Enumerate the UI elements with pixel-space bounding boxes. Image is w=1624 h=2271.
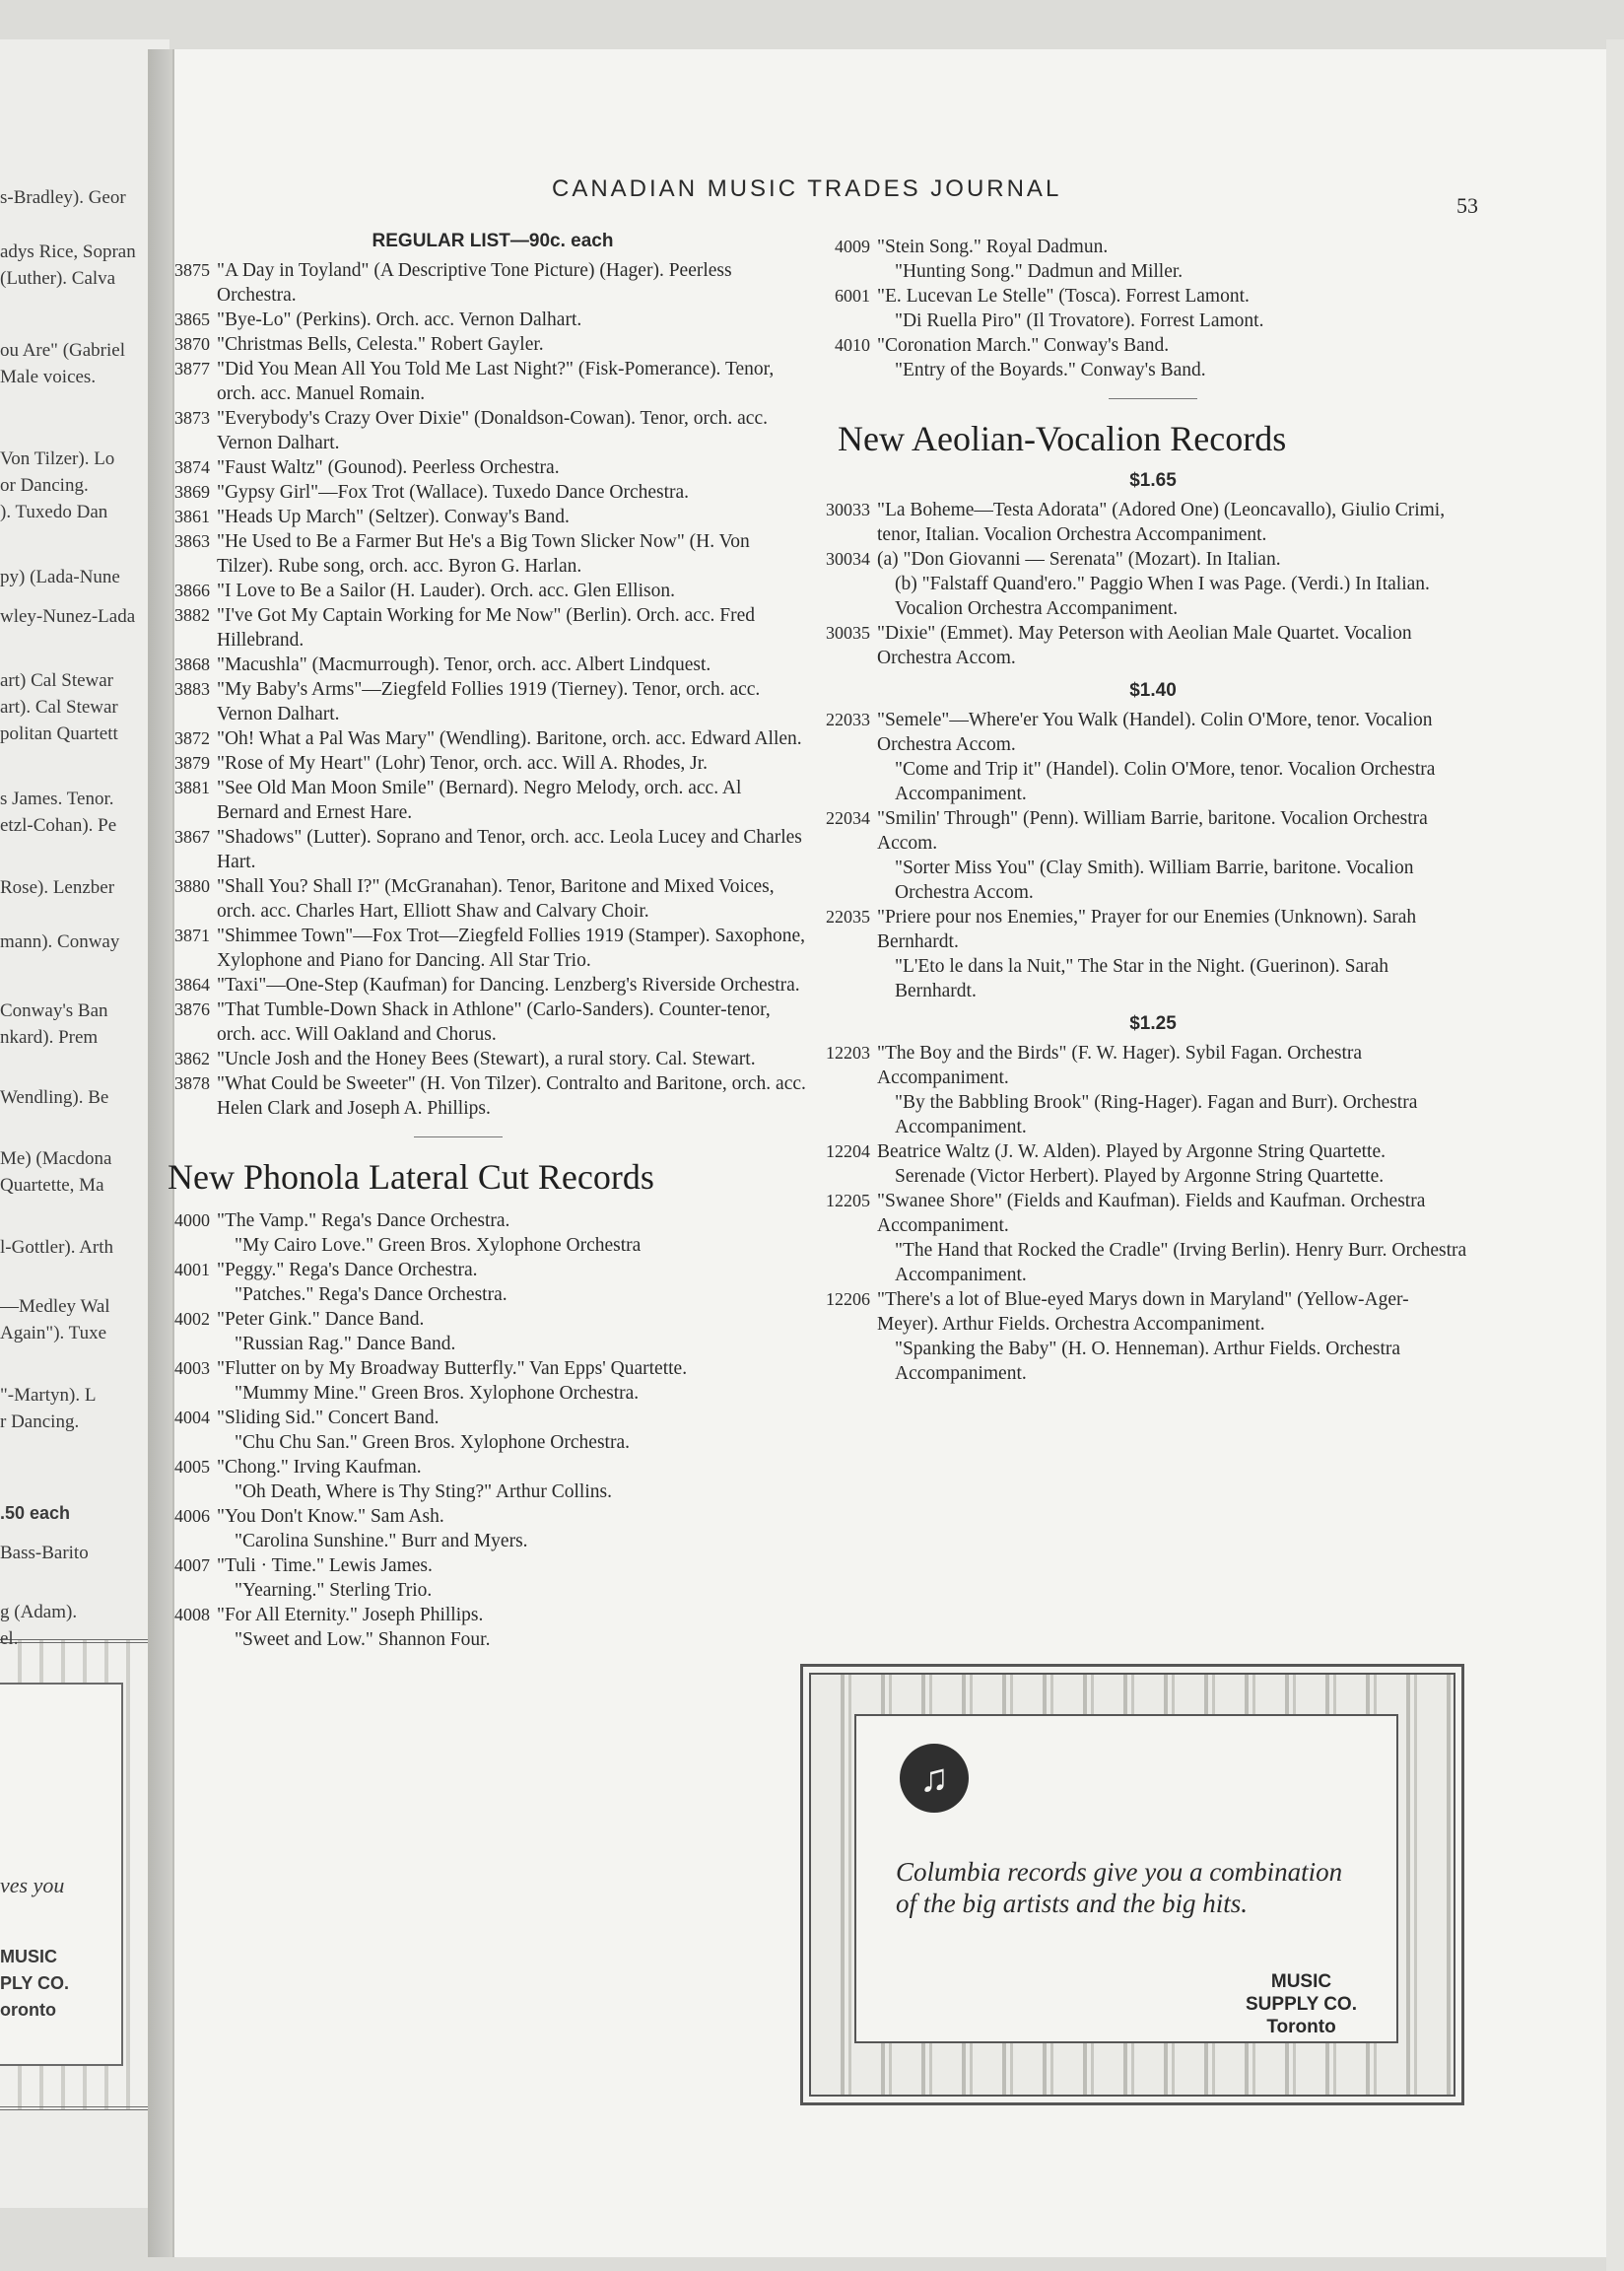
fragment-line: s-Bradley). Geor [0,187,126,208]
record-entry [826,1139,1468,1189]
catalog-number: 3879 [174,753,210,773]
price-group [826,498,1468,670]
record-side-a: "Peter Gink." Dance Band. [217,1309,425,1330]
record-description: "Uncle Josh and the Honey Bees (Stewart), a rural story. Cal. Stewart. [217,1049,756,1069]
record-side-b: "Yearning." Sterling Trio. [235,1580,433,1601]
record-entry [174,677,808,726]
record-side-a: "Dixie" (Emmet). May Peterson with Aeolian Male Quartet. Vocalion Orchestra Accom. [877,623,1412,668]
record-entry [826,1041,1468,1139]
columbia-logo-icon: ♫ [900,1744,969,1813]
record-description: "Shadows" (Lutter). Soprano and Tenor, orch. acc. Leola Lucey and Charles Hart. [217,827,802,872]
record-description: "Taxi"—One-Step (Kaufman) for Dancing. Lenzberg's Riverside Orchestra. [217,975,800,996]
catalog-number: 3868 [174,654,210,674]
record-description: "Oh! What a Pal Was Mary" (Wendling). Baritone, orch. acc. Edward Allen. [217,728,802,749]
record-entry [174,357,808,406]
fragment-line: art). Cal Stewar [0,697,118,718]
divider [414,1136,503,1137]
record-description: "Everybody's Crazy Over Dixie" (Donaldson-Cowan). Tenor, orch. acc. Vernon Dalhart. [217,408,768,453]
catalog-number: 4002 [174,1309,210,1329]
record-side-b: "Sorter Miss You" (Clay Smith). William Barrie, baritone. Vocalion Orchestra Accom. [895,858,1414,903]
catalog-number: 4001 [174,1260,210,1279]
record-side-b: "Russian Rag." Dance Band. [235,1334,456,1354]
fragment-line: nkard). Prem [0,1027,99,1048]
fragment-line: or Dancing. [0,475,89,496]
fragment-line: ou Are" (Gabriel [0,340,125,361]
record-side-a: "La Boheme—Testa Adorata" (Adored One) (Leoncavallo), Giulio Crimi, tenor, Italian. Vocalion Orchestra Accompaniment. [877,500,1446,545]
record-entry [174,529,808,579]
left-column [168,225,808,1652]
record-entry [174,1258,808,1307]
record-side-a: (a) "Don Giovanni — Serenata" (Mozart). In Italian. [877,549,1281,570]
catalog-number: 3883 [174,679,210,699]
catalog-number: 4005 [174,1457,210,1477]
fragment-line: .50 each [0,1503,71,1523]
catalog-number: 22034 [826,808,870,828]
fragment-line: PLY CO. [0,1973,70,1993]
fragment-line: mann). Conway [0,931,120,952]
catalog-number: 3866 [174,581,210,600]
record-side-b: "Entry of the Boyards." Conway's Band. [895,360,1206,380]
record-entry [835,333,1468,382]
catalog-number: 4009 [835,237,870,256]
advert-slogan: Columbia records give you a combination of the big artists and the big hits. [896,1857,1343,1918]
price-heading: $1.25 [1129,1013,1177,1034]
record-side-a: "Flutter on by My Broadway Butterfly." Van Epps' Quartette. [217,1358,688,1379]
record-side-b: "Chu Chu San." Green Bros. Xylophone Orchestra. [235,1432,630,1453]
record-side-b: "Patches." Rega's Dance Orchestra. [235,1284,508,1305]
catalog-number: 12205 [826,1191,870,1210]
record-description: "What Could be Sweeter" (H. Von Tilzer). Contralto and Baritone, orch. acc. Helen Clark and Joseph A. Phillips. [217,1073,806,1119]
catalog-number: 4007 [174,1555,210,1575]
record-description: "I Love to Be a Sailor (H. Lauder). Orch. acc. Glen Ellison. [217,581,675,601]
price-group [826,708,1468,1003]
record-side-b: "Hunting Song." Dadmun and Miller. [895,261,1184,282]
company-line1: MUSIC [1270,1971,1332,1992]
catalog-number: 3877 [174,359,210,378]
record-side-a: Beatrice Waltz (J. W. Alden). Played by Argonne String Quartette. [877,1141,1386,1162]
record-entry [174,825,808,874]
catalog-number: 3880 [174,876,210,896]
fragment-line: Again"). Tuxe [0,1323,107,1343]
fragment-line: ves you [0,1873,65,1897]
regular-list [174,258,808,1121]
journal-title: CANADIAN MUSIC TRADES JOURNAL [552,175,1062,202]
fragment-line: Wendling). Be [0,1087,109,1108]
previous-page-fragment [0,39,169,2208]
company-city: Toronto [1266,2017,1336,2037]
price-heading: $1.40 [1129,680,1177,701]
record-side-a: "Coronation March." Conway's Band. [877,335,1170,356]
catalog-number: 12206 [826,1289,870,1309]
record-entry [174,1455,808,1504]
catalog-number: 22033 [826,710,870,729]
fragment-line: Bass-Barito [0,1543,89,1563]
record-entry [174,1208,808,1258]
catalog-number: 4006 [174,1506,210,1526]
record-description: "See Old Man Moon Smile" (Bernard). Negro Melody, orch. acc. Al Bernard and Ernest Hare. [217,778,742,823]
record-side-b: "L'Eto le dans la Nuit," The Star in the Night. (Guerinon). Sarah Bernhardt. [895,956,1389,1001]
page-edge [1606,39,1624,2271]
fragment-line: Me) (Macdona [0,1148,112,1169]
catalog-number: 3872 [174,728,210,748]
catalog-number: 12204 [826,1141,870,1161]
record-side-a: "Priere pour nos Enemies," Prayer for our Enemies (Unknown). Sarah Bernhardt. [877,907,1417,952]
catalog-number: 3870 [174,334,210,354]
record-entry [174,1071,808,1121]
catalog-number: 3862 [174,1049,210,1068]
record-side-b: Serenade (Victor Herbert). Played by Argonne String Quartette. [895,1166,1385,1187]
catalog-number: 3878 [174,1073,210,1093]
record-description: "Macushla" (Macmurrough). Tenor, orch. acc. Albert Lindquest. [217,654,711,675]
record-entry [174,998,808,1047]
catalog-number: 3882 [174,605,210,625]
record-entry [174,653,808,677]
fragment-line: Von Tilzer). Lo [0,448,115,469]
record-side-b: "Oh Death, Where is Thy Sting?" Arthur Collins. [235,1481,612,1502]
catalog-number: 3867 [174,827,210,847]
record-entry [174,1307,808,1356]
record-entry [174,924,808,973]
catalog-number: 3865 [174,310,210,329]
fragment-line: g (Adam). [0,1602,78,1622]
record-entry [174,406,808,455]
record-side-a: "Swanee Shore" (Fields and Kaufman). Fields and Kaufman. Orchestra Accompaniment. [877,1191,1426,1236]
catalog-number: 3881 [174,778,210,797]
record-side-a: "There's a lot of Blue-eyed Marys down in Maryland" (Yellow-Ager-Meyer). Arthur Fields. Orchestra Accompaniment. [877,1289,1409,1335]
record-description: "Christmas Bells, Celesta." Robert Gayler. [217,334,544,355]
fragment-line: art) Cal Stewar [0,670,114,691]
record-description: "Gypsy Girl"—Fox Trot (Wallace). Tuxedo Dance Orchestra. [217,482,690,503]
fragment-line: r Dancing. [0,1411,80,1432]
aeolian-list [826,470,1468,1386]
fragment-line: "-Martyn). L [0,1385,97,1406]
record-entry [826,905,1468,1003]
catalog-number: 3871 [174,926,210,945]
record-description: "I've Got My Captain Working for Me Now" (Berlin). Orch. acc. Fred Hillebrand. [217,605,756,651]
record-side-a: "Semele"—Where'er You Walk (Handel). Colin O'More, tenor. Vocalion Orchestra Accom. [877,710,1433,755]
fragment-line: MUSIC [0,1947,57,1966]
fragment-line: Quartette, Ma [0,1175,104,1196]
record-entry [174,1504,808,1553]
record-entry [174,603,808,653]
record-side-a: "Stein Song." Royal Dadmun. [877,237,1109,257]
fragment-line: —Medley Wal [0,1296,110,1317]
record-entry [826,1287,1468,1386]
record-description: "Did You Mean All You Told Me Last Night?" (Fisk-Pomerance). Tenor, orch. acc. Manuel Romain. [217,359,775,404]
catalog-number: 6001 [835,286,870,306]
right-column [826,235,1468,1396]
record-description: "Heads Up March" (Seltzer). Conway's Band. [217,507,570,527]
record-description: "Rose of My Heart" (Lohr) Tenor, orch. acc. Will A. Rhodes, Jr. [217,753,709,774]
record-side-a: "For All Eternity." Joseph Phillips. [217,1605,484,1625]
record-side-a: "The Vamp." Rega's Dance Orchestra. [217,1210,510,1231]
record-side-a: "You Don't Know." Sam Ash. [217,1506,444,1527]
record-description: "A Day in Toyland" (A Descriptive Tone Picture) (Hager). Peerless Orchestra. [217,260,732,306]
record-entry [174,726,808,751]
catalog-number: 4003 [174,1358,210,1378]
fragment-line: adys Rice, Sopran [0,241,136,262]
catalog-number: 4008 [174,1605,210,1624]
catalog-number: 30034 [826,549,870,569]
record-entry [174,258,808,308]
record-side-a: "Peggy." Rega's Dance Orchestra. [217,1260,478,1280]
record-side-b: "Carolina Sunshine." Burr and Myers. [235,1531,528,1551]
record-entry [174,1553,808,1603]
fragment-line: Conway's Ban [0,1000,108,1021]
record-entry [835,284,1468,333]
fragment-line: politan Quartett [0,723,118,744]
catalog-number: 3864 [174,975,210,995]
record-entry [174,579,808,603]
record-entry [174,1356,808,1406]
record-description: "Shimmee Town"—Fox Trot—Ziegfeld Follies 1919 (Stamper). Saxophone, Xylophone and Piano for Dancing. All Star Trio. [217,926,806,971]
record-side-a: "Sliding Sid." Concert Band. [217,1408,440,1428]
fragment-line: ). Tuxedo Dan [0,502,108,522]
company-line2: SUPPLY CO. [1246,1994,1357,2015]
columbia-advert [800,1664,1464,2105]
fragment-line: l-Gottler). Arth [0,1237,114,1258]
record-entry [826,547,1468,621]
record-side-b: "Come and Trip it" (Handel). Colin O'More, tenor. Vocalion Orchestra Accompaniment. [895,759,1436,804]
catalog-number: 4004 [174,1408,210,1427]
catalog-number: 3873 [174,408,210,428]
record-entry [174,1047,808,1071]
fragment-line: (Luther). Calva [0,268,116,289]
record-description: "He Used to Be a Farmer But He's a Big Town Slicker Now" (H. Von Tilzer). Rube song, orch. acc. Byron G. Harlan. [217,531,750,577]
catalog-number: 4000 [174,1210,210,1230]
continued-list [835,235,1468,382]
advert-company [1246,1970,1357,2038]
catalog-number: 30033 [826,500,870,519]
catalog-number: 3863 [174,531,210,551]
fragment-line: py) (Lada-Nune [0,567,120,587]
fragment-line: oronto [0,2000,56,2020]
record-side-a: "Smilin' Through" (Penn). William Barrie, baritone. Vocalion Orchestra Accom. [877,808,1428,854]
record-side-a: "Tuli · Time." Lewis James. [217,1555,433,1576]
record-side-b: "Mummy Mine." Green Bros. Xylophone Orchestra. [235,1383,640,1404]
catalog-number: 22035 [826,907,870,927]
advert-panel [854,1714,1398,2043]
divider [1109,398,1197,399]
record-entry [174,480,808,505]
record-entry [826,498,1468,547]
record-entry [835,235,1468,284]
record-side-a: "The Boy and the Birds" (F. W. Hager). Sybil Fagan. Orchestra Accompaniment. [877,1043,1363,1088]
regular-list-heading: REGULAR LIST—90c. each [372,231,614,251]
price-group [826,1041,1468,1386]
record-description: "My Baby's Arms"—Ziegfeld Follies 1919 (Tierney). Tenor, orch. acc. Vernon Dalhart. [217,679,761,724]
record-side-a: "Chong." Irving Kaufman. [217,1457,422,1478]
record-entry [174,973,808,998]
record-description: "Bye-Lo" (Perkins). Orch. acc. Vernon Dalhart. [217,310,582,330]
record-entry [826,1189,1468,1287]
record-entry [826,621,1468,670]
catalog-number: 4010 [835,335,870,355]
record-side-b: "The Hand that Rocked the Cradle" (Irving Berlin). Henry Burr. Orchestra Accompaniment. [895,1240,1467,1285]
catalog-number: 12203 [826,1043,870,1063]
catalog-number: 3876 [174,999,210,1019]
fragment-line: etzl-Cohan). Pe [0,815,117,836]
record-side-b: "By the Babbling Brook" (Ring-Hager). Fagan and Burr). Orchestra Accompaniment. [895,1092,1418,1137]
phonola-list [174,1208,808,1652]
record-description: "Faust Waltz" (Gounod). Peerless Orchestra. [217,457,560,478]
record-description: "Shall You? Shall I?" (McGranahan). Tenor, Baritone and Mixed Voices, orch. acc. Charles Hart, Elliott Shaw and Calvary Choir. [217,876,775,922]
record-side-b: "My Cairo Love." Green Bros. Xylophone Orchestra [235,1235,642,1256]
record-entry [174,505,808,529]
record-entry [826,806,1468,905]
page-number: 53 [1456,193,1478,218]
record-side-b: "Di Ruella Piro" (Il Trovatore). Forrest Lamont. [895,310,1264,331]
catalog-number: 3869 [174,482,210,502]
catalog-number: 3861 [174,507,210,526]
record-entry [174,1603,808,1652]
fragment-line: wley-Nunez-Lada [0,606,136,627]
phonola-title: New Phonola Lateral Cut Records [168,1157,654,1197]
fragment-line: Rose). Lenzber [0,877,115,898]
catalog-number: 3874 [174,457,210,477]
record-entry [174,308,808,332]
record-entry [174,332,808,357]
record-entry [174,1406,808,1455]
record-entry [174,776,808,825]
fragment-line: el. [0,1628,19,1649]
record-side-b: (b) "Falstaff Quand'ero." Paggio When I was Page. (Verdi.) In Italian. Vocalion Orchestra Accompaniment. [895,574,1430,619]
fragment-line: Male voices. [0,367,97,387]
catalog-number: 3875 [174,260,210,280]
record-entry [826,708,1468,806]
record-side-a: "E. Lucevan Le Stelle" (Tosca). Forrest Lamont. [877,286,1250,307]
record-entry [174,874,808,924]
record-entry [174,751,808,776]
record-description: "That Tumble-Down Shack in Athlone" (Carlo-Sanders). Counter-tenor, orch. acc. Will Oakland and Chorus. [217,999,771,1045]
price-heading: $1.65 [1129,470,1177,491]
record-side-b: "Spanking the Baby" (H. O. Henneman). Arthur Fields. Orchestra Accompaniment. [895,1339,1401,1384]
catalog-number: 30035 [826,623,870,643]
record-entry [174,455,808,480]
record-side-b: "Sweet and Low." Shannon Four. [235,1629,491,1650]
fragment-line: s James. Tenor. [0,789,114,809]
aeolian-title: New Aeolian-Vocalion Records [838,419,1287,458]
